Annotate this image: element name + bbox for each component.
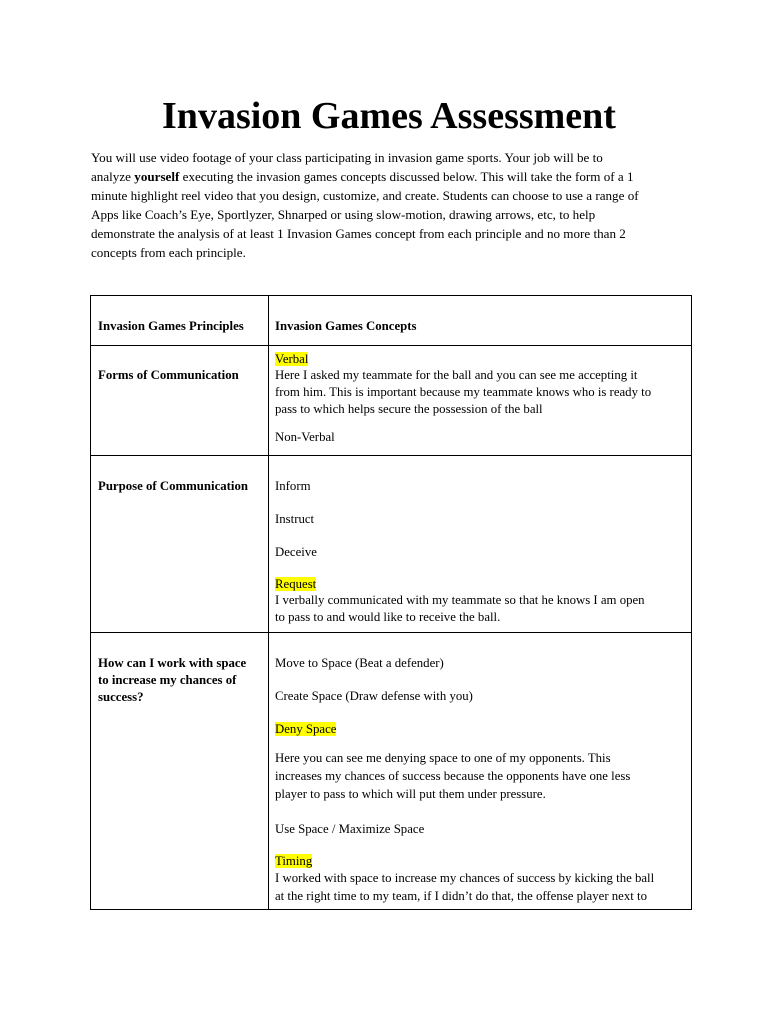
concept-move: Move to Space (Beat a defender) xyxy=(275,656,444,670)
concept-text: from him. This is important because my teammate knows who is ready to xyxy=(275,385,652,399)
intro-line: You will use video footage of your class participating in invasion game sports. Your job will be to xyxy=(91,150,603,165)
principle-line: to increase my chances of xyxy=(98,673,237,687)
table-row-space xyxy=(91,632,691,910)
concept-text: Here you can see me denying space to one of my opponents. This xyxy=(275,751,611,765)
concept-text: I worked with space to increase my chances of success by kicking the ball xyxy=(275,871,655,885)
table-header-row xyxy=(91,296,691,345)
intro-line: demonstrate the analysis of at least 1 Invasion Games concept from each principle and no more than 2 xyxy=(91,226,626,241)
intro-line: concepts from each principle. xyxy=(91,245,246,260)
intro-paragraph xyxy=(91,148,691,262)
intro-emphasis: yourself xyxy=(134,169,180,184)
document-title: Invasion Games Assessment xyxy=(162,95,616,137)
principle-forms: Forms of Communication xyxy=(98,368,239,382)
principle-line: How can I work with space xyxy=(98,656,247,670)
intro-text: analyze xyxy=(91,169,135,184)
header-principles: Invasion Games Principles xyxy=(98,319,244,333)
concept-text: player to pass to which will put them under pressure. xyxy=(275,787,546,801)
concept-timing: Timing xyxy=(275,854,313,868)
principle-space xyxy=(98,655,264,706)
principle-purpose: Purpose of Communication xyxy=(98,479,249,493)
concept-request: Request xyxy=(275,577,317,591)
concept-deceive: Deceive xyxy=(275,545,317,559)
header-concepts: Invasion Games Concepts xyxy=(275,319,417,333)
concepts-table xyxy=(90,295,692,910)
concept-inform: Inform xyxy=(275,479,311,493)
concept-use: Use Space / Maximize Space xyxy=(275,822,425,836)
concept-text: increases my chances of success because the opponents have one less xyxy=(275,769,631,783)
concept-text: I verbally communicated with my teammate so that he knows I am open xyxy=(275,593,645,607)
concept-text: Here I asked my teammate for the ball and you can see me accepting it xyxy=(275,368,638,382)
concept-instruct: Instruct xyxy=(275,512,315,526)
intro-line: minute highlight reel video that you design, customize, and create. Students can choose to use a range of xyxy=(91,188,639,203)
table-row-purpose xyxy=(91,455,691,632)
concept-deny: Deny Space xyxy=(275,722,337,736)
intro-line xyxy=(91,167,691,186)
concept-text: at the right time to my team, if I didn’t do that, the offense player next to xyxy=(275,889,647,903)
intro-text: executing the invasion games concepts discussed below. This will take the form of a 1 xyxy=(179,169,634,184)
concept-text: pass to which helps secure the possession of the ball xyxy=(275,402,543,416)
principle-line: success? xyxy=(98,690,144,704)
intro-line: Apps like Coach’s Eye, Sportlyzer, Shnarped or using slow-motion, drawing arrows, etc, to help xyxy=(91,207,596,222)
concept-create: Create Space (Draw defense with you) xyxy=(275,689,473,703)
concept-verbal: Verbal xyxy=(275,352,309,366)
table-row-forms xyxy=(91,345,691,455)
concept-text: to pass to and would like to receive the ball. xyxy=(275,610,501,624)
concept-nonverbal: Non-Verbal xyxy=(275,430,335,444)
